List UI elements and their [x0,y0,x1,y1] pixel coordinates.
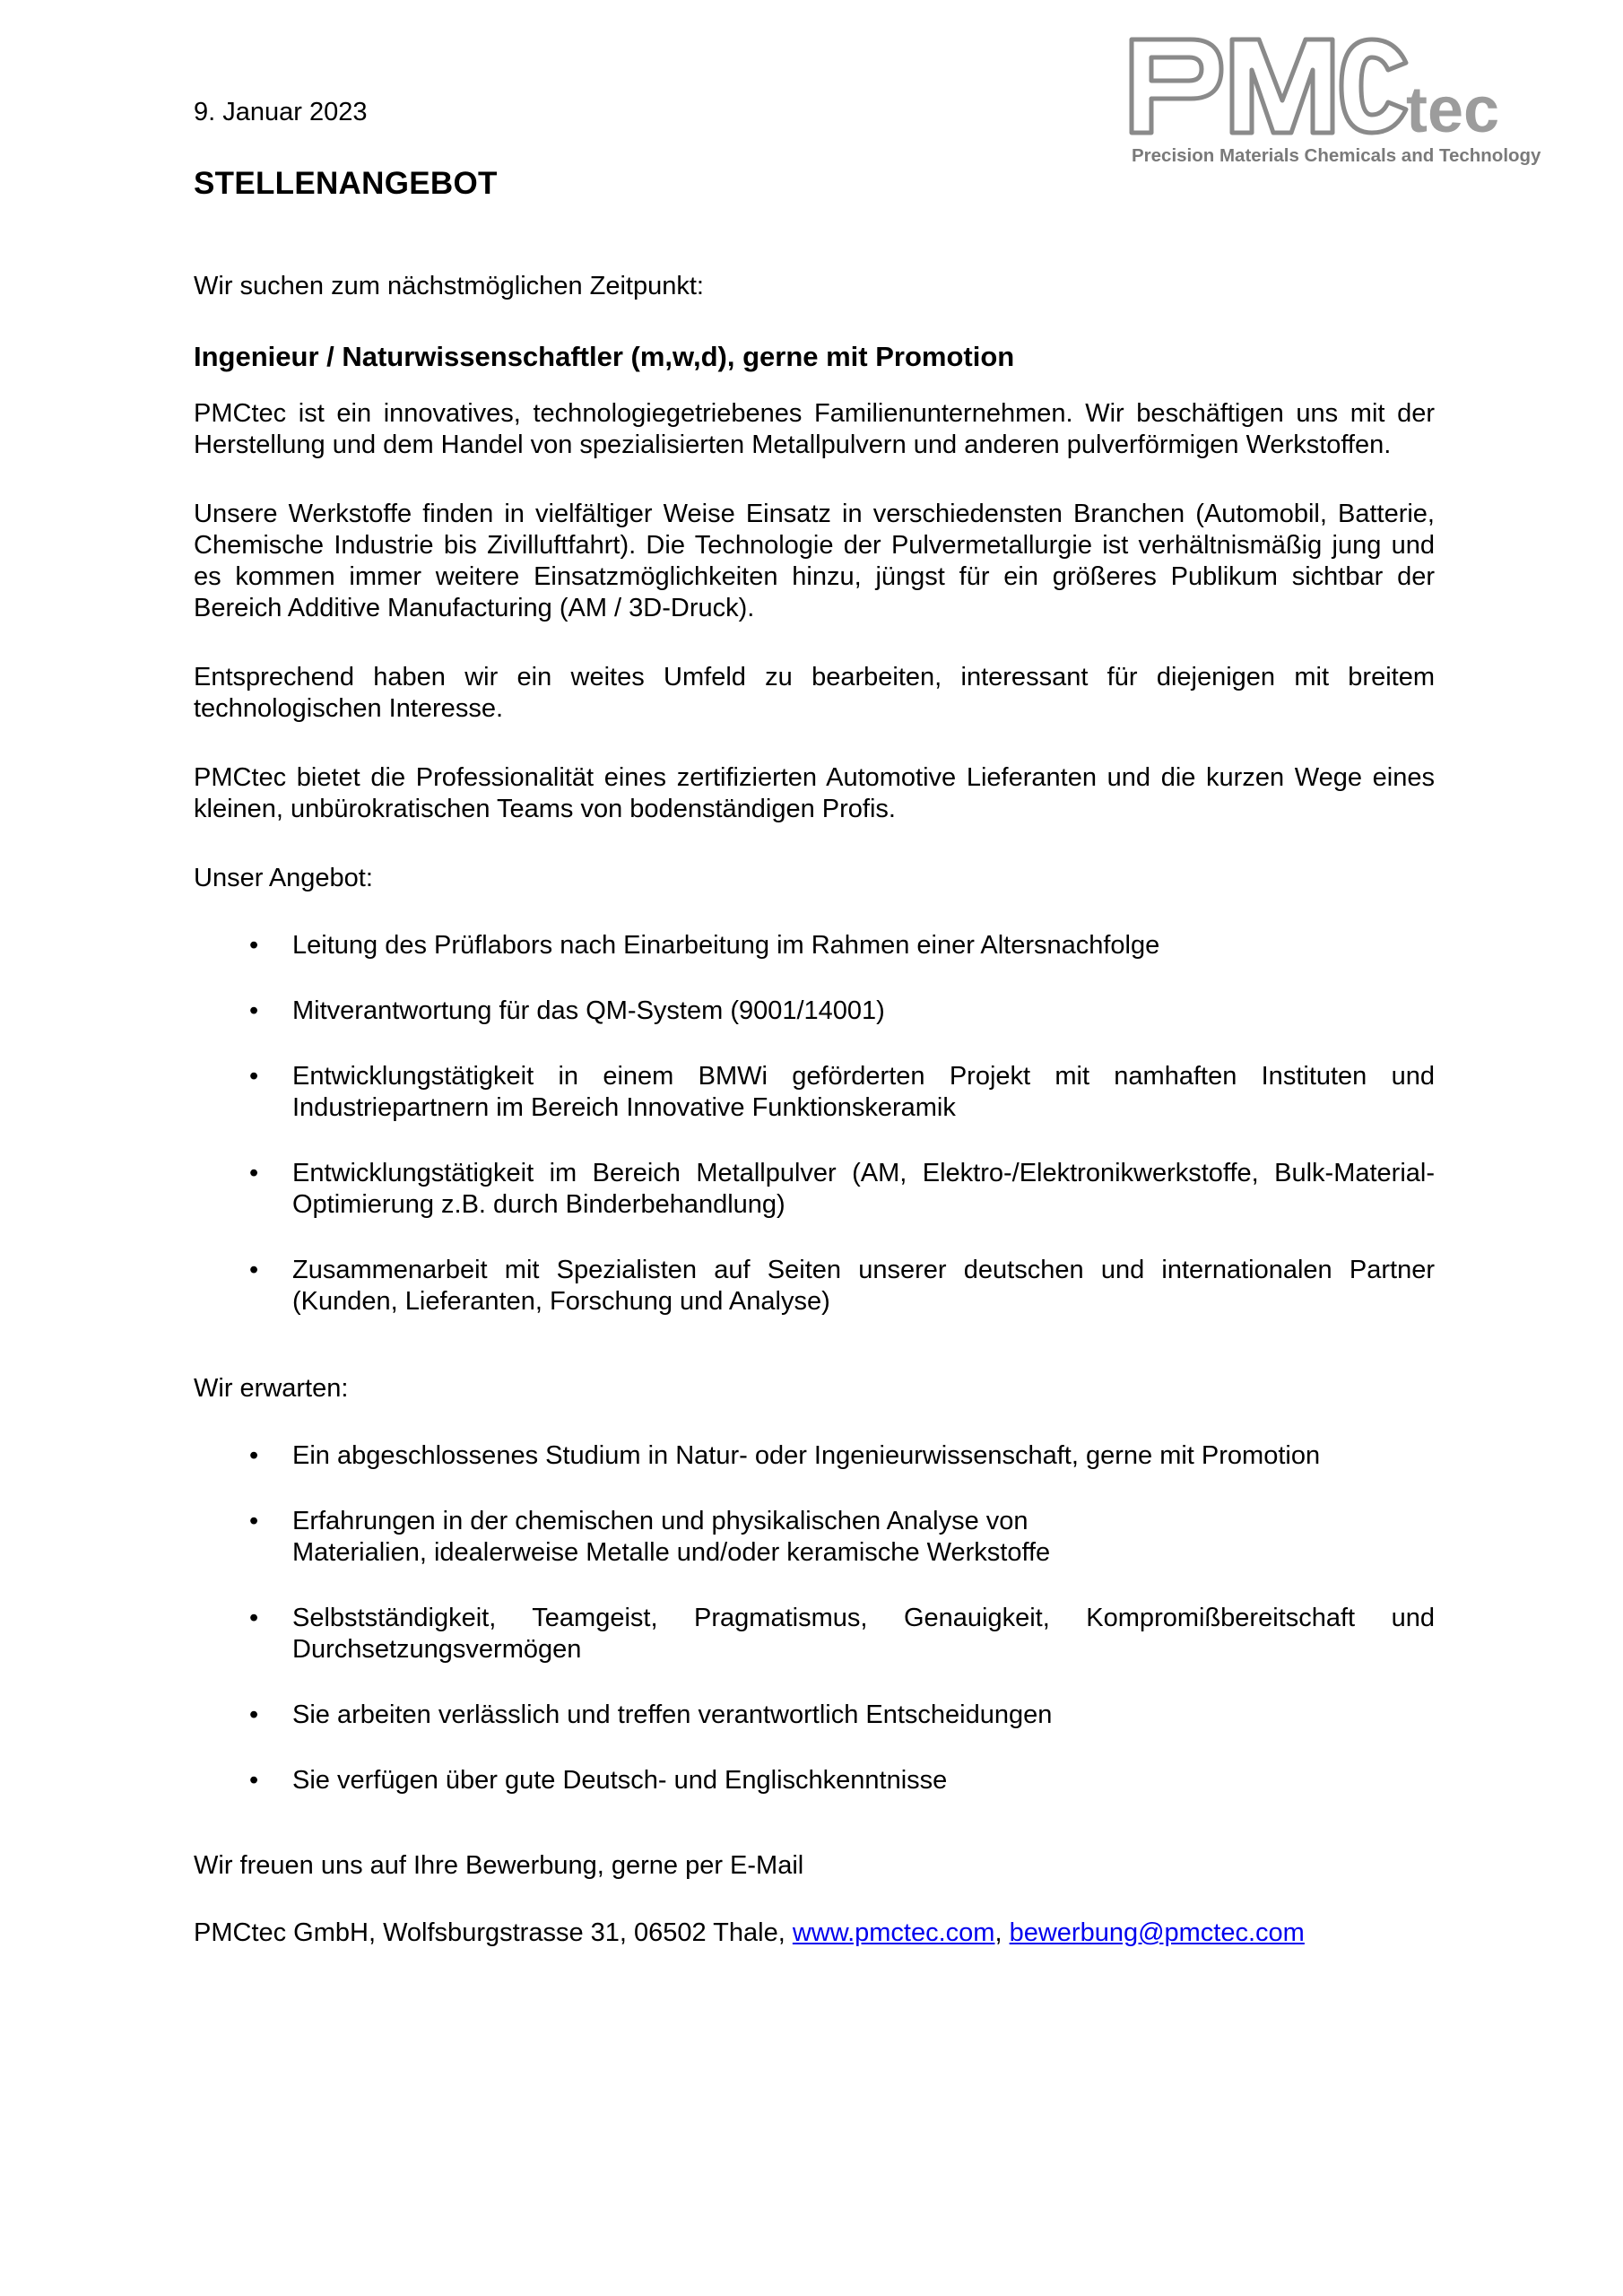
list-item-text: Sie arbeiten verlässlich und treffen verantwortlich Entscheidungen [292,1700,1053,1729]
list-item [194,1700,1435,1731]
bullet-icon: • [249,1604,259,1632]
bullet-icon: • [249,1507,259,1535]
expect-label: Wir erwarten: [194,1374,349,1403]
list-item-text: Sie verfügen über gute Deutsch- und Englischkenntnisse [292,1766,948,1795]
bullet-icon: • [249,1062,259,1091]
company-address: PMCtec GmbH, Wolfsburgstrasse 31, 06502 Thale, [194,1918,793,1947]
bullet-icon: • [249,931,259,960]
bullet-icon: • [249,1766,259,1795]
list-item [194,930,1435,961]
list-item [194,1765,1435,1796]
logo-wordmark [1132,39,1406,133]
list-item [194,1061,1435,1124]
email-link[interactable]: bewerbung@pmctec.com [1009,1918,1305,1947]
job-title: Ingenieur / Naturwissenschaftler (m,w,d), gerne mit Promotion [194,341,1015,372]
paragraph-scope: Entsprechend haben wir ein weites Umfeld zu bearbeiten, interessant für diejenigen mit breitem technologischen Interesse. [194,663,1435,723]
contact-line [194,1918,1435,1949]
bullet-icon: • [249,1159,259,1187]
list-item [194,1506,1435,1569]
list-item [194,1255,1435,1318]
bullet-icon: • [249,1700,259,1729]
list-item-text-line2: Materialien, idealerweise Metalle und/oder keramische Werkstoffe [292,1538,1051,1567]
paragraph-professionalism: PMCtec bietet die Professionalität eines zertifizierten Automotive Lieferanten und die kurzen Wege eines kleinen, unbürokratischen Teams von bodenständigen Profis. [194,763,1435,823]
document-body [194,271,1435,1949]
list-item-text: Entwicklungstätigkeit im Bereich Metallpulver (AM, Elektro-/Elektronikwerkstoffe, Bulk-Material-Optimierung z.B. durch Binderbehandlung) [292,1159,1435,1219]
logo-wordmark-suffix: tec [1406,74,1500,146]
document-date: 9. Januar 2023 [194,98,368,126]
website-link[interactable]: www.pmctec.com [792,1918,995,1947]
contact-separator: , [994,1918,1010,1947]
list-item [194,1158,1435,1221]
list-item-text: Mitverantwortung für das QM-System (9001/14001) [292,996,885,1025]
list-item [194,1440,1435,1472]
list-item [194,996,1435,1027]
list-item-text-line1: Erfahrungen in der chemischen und physikalischen Analyse von [292,1507,1028,1535]
list-item-text: Zusammenarbeit mit Spezialisten auf Seiten unserer deutschen und internationalen Partner (Kunden, Lieferanten, Forschung und Analyse) [292,1256,1435,1316]
offer-label: Unser Angebot: [194,864,373,892]
bullet-icon: • [249,1256,259,1284]
bullet-icon: • [249,1441,259,1470]
logo-tagline: Precision Materials Chemicals and Technology [1132,145,1541,166]
list-item-text: Selbstständigkeit, Teamgeist, Pragmatismus, Genauigkeit, Kompromißbereitschaft und Durchsetzungsvermögen [292,1604,1435,1664]
intro-line: Wir suchen zum nächstmöglichen Zeitpunkt: [194,272,704,300]
list-item [194,1603,1435,1665]
paragraph-company: PMCtec ist ein innovatives, technologiegetriebenes Familienunternehmen. Wir beschäftigen uns mit der Herstellung und dem Handel von spezialisierten Metallpulvern und anderen pulverförmigen Werkstoffen. [194,399,1435,459]
offer-list [194,930,1435,1318]
document-title: STELLENANGEBOT [194,166,498,201]
expect-list [194,1440,1435,1796]
paragraph-materials: Unsere Werkstoffe finden in vielfältiger Weise Einsatz in verschiedensten Branchen (Automobil, Batterie, Chemische Industrie bis Zivilluftfahrt). Die Technologie der Pulvermetallurgie ist verhältnismäßig jung und es kommen immer weitere Einsatzmöglichkeiten hinzu, jüngst für ein größeres Publikum sichtbar der Bereich Additive Manufacturing (AM / 3D-Druck). [194,500,1435,622]
list-item-text: Entwicklungstätigkeit in einem BMWi geförderten Projekt mit namhaften Instituten und Industriepartnern im Bereich Innovative Funktionskeramik [292,1062,1435,1122]
list-item-text: Leitung des Prüflabors nach Einarbeitung im Rahmen einer Altersnachfolge [292,931,1160,960]
bullet-icon: • [249,996,259,1025]
pmctec-logo [1121,27,1551,179]
closing-line: Wir freuen uns auf Ihre Bewerbung, gerne per E-Mail [194,1851,804,1880]
list-item-text: Ein abgeschlossenes Studium in Natur- oder Ingenieurwissenschaft, gerne mit Promotion [292,1441,1321,1470]
